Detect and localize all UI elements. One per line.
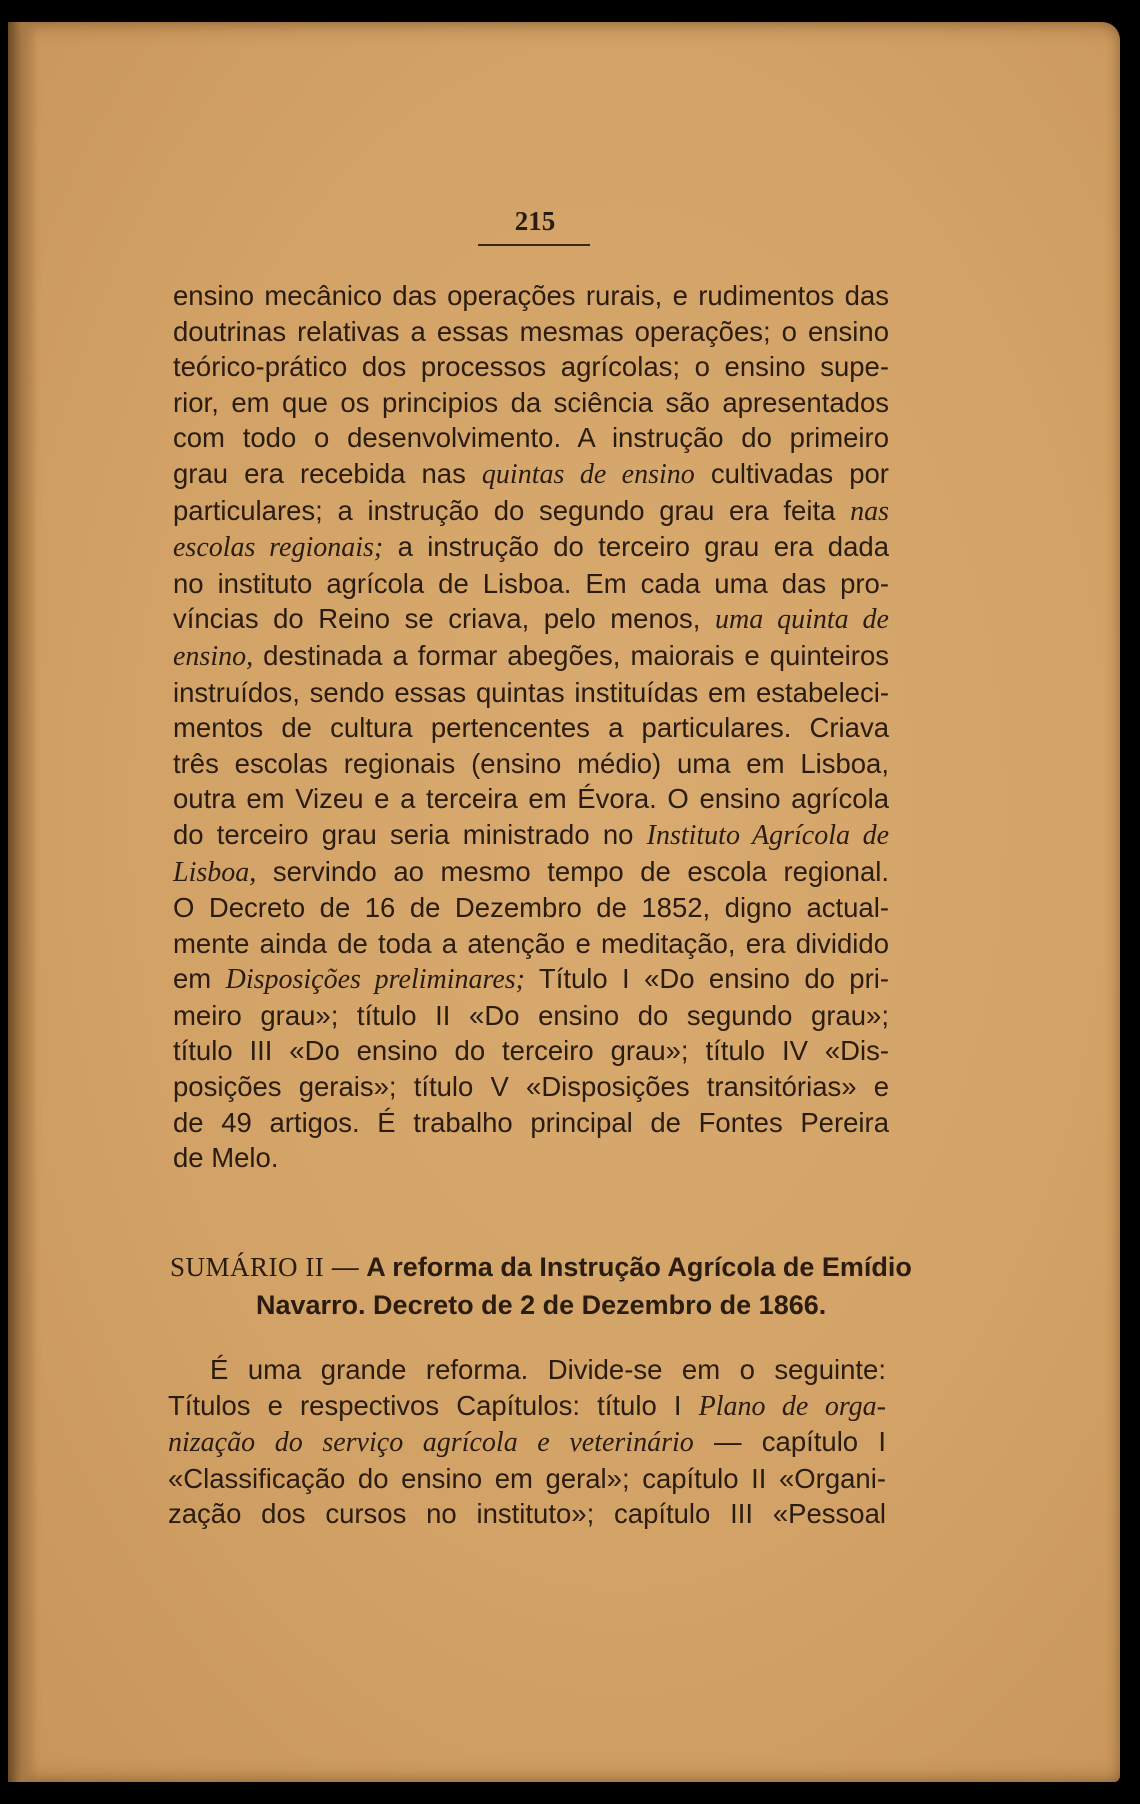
text-line: posições gerais»; título V «Disposições transitórias» e xyxy=(173,1071,889,1103)
text-line: título III «Do ensino do terceiro grau»; título IV «Dis- xyxy=(173,1035,889,1067)
section-heading xyxy=(170,1248,912,1324)
text-line xyxy=(173,961,889,998)
heading-label: SUMÁRIO II xyxy=(170,1252,325,1282)
italic-term: uma quinta de xyxy=(714,604,889,636)
text-line xyxy=(173,601,889,638)
italic-term: nização do serviço agrícola e veterinário xyxy=(168,1427,694,1459)
text-run: particulares; a instrução do segundo grau era feita xyxy=(173,494,851,526)
page-number: 215 xyxy=(514,206,556,236)
text-line: de Melo. xyxy=(173,1142,279,1174)
text-line xyxy=(173,529,889,566)
text-line xyxy=(173,456,889,493)
italic-term: nas xyxy=(850,495,889,527)
text-line: mente ainda de toda a atenção e meditação, era dividido xyxy=(173,927,889,959)
text-line: outra em Vizeu e a terceira em Évora. O ensino agrícola xyxy=(173,783,889,815)
italic-term: escolas regionais; xyxy=(173,532,384,564)
heading-title-continuation: Navarro. Decreto de 2 de Dezembro de 1866. xyxy=(256,1290,827,1320)
text-run: em xyxy=(173,963,226,995)
text-run: grau era recebida nas xyxy=(173,457,482,489)
italic-term: ensino, xyxy=(173,640,254,672)
italic-term: Plano de orga- xyxy=(698,1390,887,1422)
heading-line xyxy=(170,1248,912,1286)
text-line xyxy=(173,854,889,891)
text-line xyxy=(173,638,889,675)
italic-term: Lisboa, xyxy=(173,856,257,888)
body-paragraph-1 xyxy=(173,278,889,1176)
text-line: zação dos cursos no instituto»; capítulo III «Pessoal xyxy=(168,1498,886,1530)
text-line: rior, em que os principios da sciência são apresentados xyxy=(173,386,889,418)
text-run: a instrução do terceiro grau era dada xyxy=(383,531,889,563)
text-line: três escolas regionais (ensino médio) uma em Lisboa, xyxy=(173,747,889,779)
text-run: do terceiro grau seria ministrado no xyxy=(173,818,647,850)
text-line: com todo o desenvolvimento. A instrução do primeiro xyxy=(173,422,889,454)
text-line: mentos de cultura pertencentes a particulares. Criava xyxy=(173,712,889,744)
text-run: servindo ao mesmo tempo de escola regional. xyxy=(256,855,889,887)
text-line xyxy=(168,1388,886,1425)
text-line: doutrinas relativas a essas mesmas operações; o ensino xyxy=(173,315,889,347)
text-line xyxy=(168,1424,886,1461)
text-run: Títulos e respectivos Capítulos: título I xyxy=(168,1389,699,1421)
text-line: meiro grau»; título II «Do ensino do segundo grau»; xyxy=(173,999,889,1031)
text-line: de 49 artigos. É trabalho principal de Fontes Pereira xyxy=(173,1106,889,1138)
italic-term: quintas de ensino xyxy=(481,458,695,490)
book-spine-shadow xyxy=(8,22,38,1782)
text-run: víncias do Reino se criava, pelo menos, xyxy=(173,603,715,635)
text-line: O Decreto de 16 de Dezembro de 1852, digno actual- xyxy=(173,892,889,924)
text-line xyxy=(173,493,889,530)
text-line: no instituto agrícola de Lisboa. Em cada uma das pro- xyxy=(173,567,889,599)
heading-title: A reforma da Instrução Agrícola de Emídio xyxy=(366,1252,912,1282)
text-line xyxy=(173,817,889,854)
text-line: teórico-prático dos processos agrícolas; o ensino supe- xyxy=(173,351,889,383)
text-line: ensino mecânico das operações rurais, e rudimentos das xyxy=(173,280,889,311)
text-line: instruídos, sendo essas quintas instituídas em estabeleci- xyxy=(173,676,889,708)
body-paragraph-2 xyxy=(168,1352,886,1532)
text-line: «Classificação do ensino em geral»; capítulo II «Organi- xyxy=(168,1462,886,1494)
italic-term: Disposições preliminares; xyxy=(225,964,526,996)
heading-dash: — xyxy=(324,1252,367,1282)
page-number-rule xyxy=(478,244,590,246)
text-line: É uma grande reforma. Divide-se em o seguinte: xyxy=(210,1354,886,1385)
italic-term: Instituto Agrícola de xyxy=(646,819,890,851)
text-run: destinada a formar abegões, maiorais e quinteiros xyxy=(253,639,889,671)
text-run: cultivadas por xyxy=(694,457,889,489)
text-run: — capítulo I xyxy=(693,1426,886,1458)
text-run: Título I «Do ensino do pri- xyxy=(525,963,889,995)
